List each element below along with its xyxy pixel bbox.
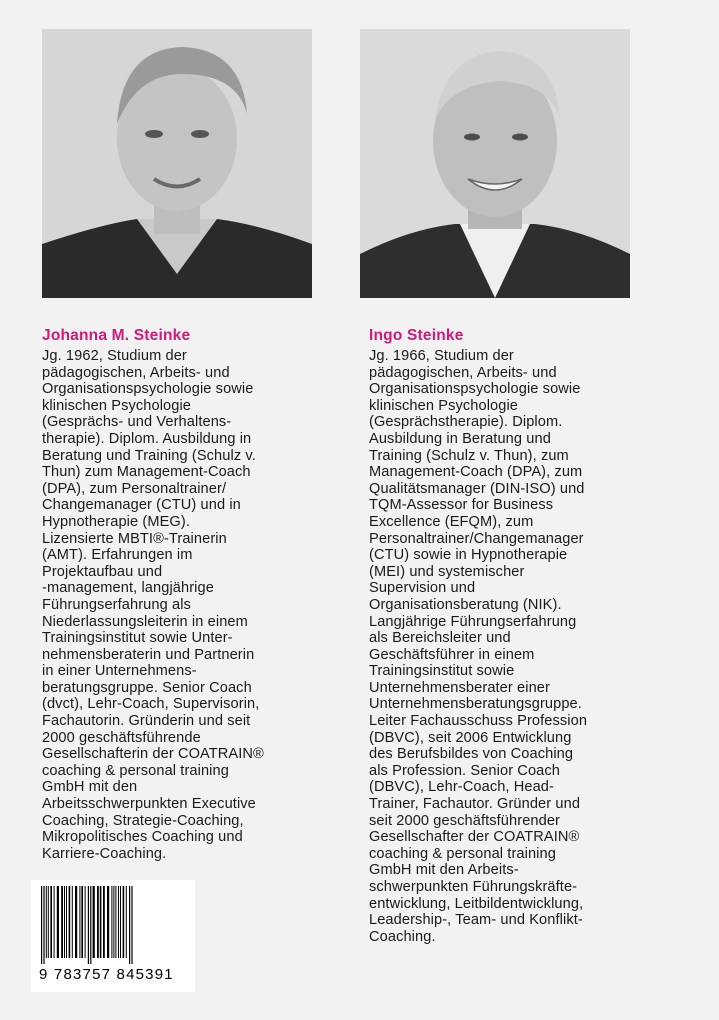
left-bio-line: Thun) zum Management-Coach <box>42 464 251 481</box>
left-bio-line: Projektaufbau und <box>42 563 163 580</box>
portrait-woman-image <box>42 29 312 298</box>
right-bio-line: TQM-Assessor for Business <box>369 497 554 514</box>
left-bio-line: Fachautorin. Gründerin und seit <box>42 713 251 730</box>
barcode-bar <box>120 886 121 958</box>
left-bio-line: Beratung und Training (Schulz v. <box>42 447 256 464</box>
person-name-left: Johanna M. Steinke <box>42 327 191 344</box>
barcode-bar <box>72 886 73 958</box>
left-bio-line: Hypnotherapie (MEG). <box>42 513 190 530</box>
portrait-photo-left <box>42 29 312 298</box>
left-bio-line: Gesellschafterin der COATRAIN® <box>42 746 264 763</box>
right-bio-line: Leiter Fachausschuss Profession <box>369 713 588 730</box>
portrait-photo-right <box>360 29 630 298</box>
left-bio-line: therapie). Diplom. Ausbildung in <box>42 430 252 447</box>
bio-column-left <box>42 326 342 862</box>
barcode-bar <box>81 886 83 958</box>
barcode-bar <box>123 886 125 958</box>
right-bio-line: (Gesprächstherapie). Diplom. <box>369 414 563 431</box>
barcode-bar <box>126 886 127 958</box>
barcode-bar <box>129 886 130 964</box>
left-bio-line: (Gesprächs- und Verhaltens- <box>42 414 232 431</box>
barcode-bar <box>41 886 42 964</box>
right-bio-line: Management-Coach (DPA), zum <box>369 464 583 481</box>
left-bio-line: (dvct), Lehr-Coach, Supervisorin, <box>42 696 260 713</box>
right-bio-line: Training (Schulz v. Thun), zum <box>369 447 569 464</box>
isbn-number: 9 783757 845391 <box>39 966 174 983</box>
bio-text-right <box>369 348 669 945</box>
barcode-bar <box>97 886 99 958</box>
right-bio-line: Geschäftsführer in einem <box>369 646 535 663</box>
right-bio-line: Personaltrainer/Changemanager <box>369 530 584 547</box>
right-bio-line: Gesellschafter der COATRAIN® <box>369 829 580 846</box>
right-bio-line: GmbH mit den Arbeits- <box>369 862 519 879</box>
bio-text-left <box>42 348 342 862</box>
left-bio-line: Arbeitsschwerpunkten Executive <box>42 796 256 813</box>
right-bio-line: klinischen Psychologie <box>369 397 519 414</box>
left-bio-line: Niederlassungsleiterin in einem <box>42 613 248 630</box>
right-bio-line: Organisationspsychologie sowie <box>369 381 581 398</box>
left-bio-line: -management, langjährige <box>42 580 214 597</box>
barcode-bar <box>75 886 77 958</box>
barcode-bar <box>54 886 55 958</box>
left-bio-line: Führungserfahrung als <box>42 596 191 613</box>
right-bio-line: Unternehmensberatungsgruppe. <box>369 696 582 713</box>
barcode-bar <box>48 886 49 958</box>
barcode-bar <box>69 886 71 958</box>
right-bio-line: coaching & personal training <box>369 845 556 862</box>
left-bio-line: in einer Unternehmens- <box>42 663 197 680</box>
barcode-bar <box>90 886 91 964</box>
right-bio-line: entwicklung, Leitbildentwicklung, <box>369 895 584 912</box>
barcode-bars <box>37 886 189 964</box>
left-bio-line: klinischen Psychologie <box>42 397 192 414</box>
right-bio-line: schwerpunkten Führungskräfte- <box>369 879 578 895</box>
left-bio-line: coaching & personal training <box>42 762 229 779</box>
left-bio-line: Coaching, Strategie-Coaching, <box>42 812 244 829</box>
right-bio-line: (CTU) sowie in Hypnotherapie <box>369 547 568 564</box>
barcode-bar <box>66 886 67 958</box>
isbn-barcode <box>31 880 195 992</box>
left-bio-line: Trainingsinstitut sowie Unter- <box>42 630 233 647</box>
right-bio-line: Trainingsinstitut sowie <box>369 663 515 680</box>
left-bio-line: beratungsgruppe. Senior Coach <box>42 679 252 696</box>
barcode-bar <box>85 886 86 958</box>
barcode-bar <box>50 886 52 958</box>
barcode-bar <box>93 886 95 958</box>
right-bio-line: Leadership-, Team- und Konflikt- <box>369 912 583 929</box>
barcode-bar <box>43 886 44 964</box>
barcode-bar <box>64 886 65 958</box>
right-bio-line: Coaching. <box>369 928 436 945</box>
right-bio-line: als Bereichsleiter und <box>369 630 511 647</box>
right-bio-line: Trainer, Fachautor. Gründer und <box>369 796 581 813</box>
right-bio-line: Ausbildung in Beratung und <box>369 430 551 447</box>
left-bio-line: Lizensierte MBTI®-Trainerin <box>42 530 227 547</box>
barcode-bar <box>103 886 105 958</box>
right-bio-line: Qualitätsmanager (DIN-ISO) und <box>369 480 585 497</box>
right-bio-line: Organisationsberatung (NIK). <box>369 596 562 613</box>
barcode-bar <box>131 886 132 964</box>
right-bio-line: (DBVC), seit 2006 Entwicklung <box>369 729 572 746</box>
right-bio-line: seit 2000 geschäftsführender <box>369 812 561 829</box>
right-bio-line: Langjährige Führungserfahrung <box>369 613 577 630</box>
left-bio-line: Jg. 1962, Studium der <box>42 348 187 364</box>
barcode-bar <box>79 886 80 958</box>
right-bio-line: Excellence (EFQM), zum <box>369 513 534 530</box>
left-bio-line: GmbH mit den <box>42 779 138 796</box>
right-bio-line: (MEI) und systemischer <box>369 563 525 580</box>
left-bio-line: pädagogischen, Arbeits- und <box>42 364 230 381</box>
right-bio-line: Jg. 1966, Studium der <box>369 348 514 364</box>
barcode-bar <box>57 886 59 958</box>
barcode-bar <box>46 886 47 958</box>
left-bio-line: Organisationspsychologie sowie <box>42 381 254 398</box>
left-bio-line: nehmensberaterin und Partnerin <box>42 646 255 663</box>
barcode-bar <box>111 886 112 958</box>
left-bio-line: (AMT). Erfahrungen im <box>42 547 193 564</box>
barcode-bar <box>113 886 114 958</box>
right-bio-line: pädagogischen, Arbeits- und <box>369 364 557 381</box>
barcode-bar <box>100 886 102 958</box>
right-bio-line: als Profession. Senior Coach <box>369 762 560 779</box>
left-bio-line: (DPA), zum Personaltrainer/ <box>42 480 227 497</box>
left-bio-line: Changemanager (CTU) und in <box>42 497 241 514</box>
barcode-bar <box>107 886 109 958</box>
person-name-right: Ingo Steinke <box>369 327 464 344</box>
right-bio-line: Unternehmensberater einer <box>369 679 550 696</box>
barcode-bar <box>88 886 89 964</box>
barcode-bar <box>118 886 119 958</box>
left-bio-line: Karriere-Coaching. <box>42 845 167 862</box>
barcode-bar <box>115 886 116 958</box>
portrait-man-image <box>360 29 630 298</box>
left-bio-line: Mikropolitisches Coaching und <box>42 829 243 846</box>
bio-column-right <box>369 326 669 945</box>
right-bio-line: des Berufsbildes von Coaching <box>369 746 574 763</box>
right-bio-line: (DBVC), Lehr-Coach, Head- <box>369 779 554 796</box>
left-bio-line: 2000 geschäftsführende <box>42 729 201 746</box>
right-bio-line: Supervision und <box>369 580 476 597</box>
barcode-bar <box>61 886 63 958</box>
